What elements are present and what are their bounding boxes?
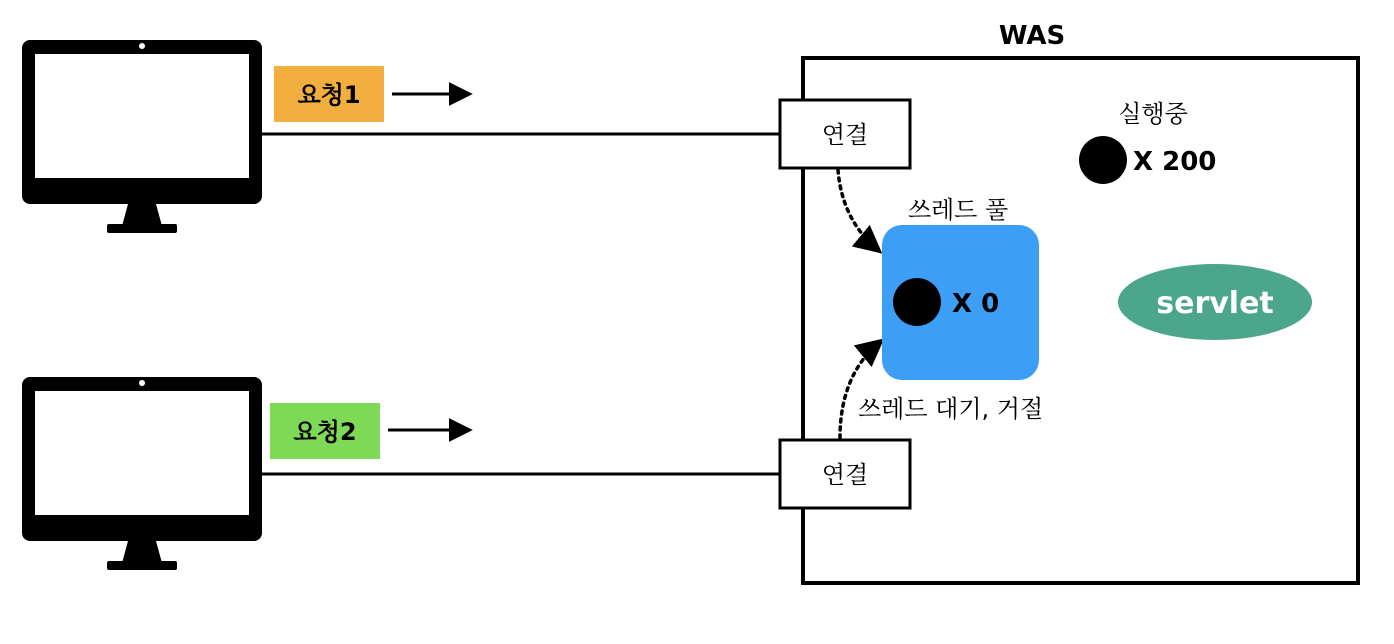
request-2-label: 요청2 bbox=[293, 418, 357, 446]
thread-pool-title: 쓰레드 풀 bbox=[907, 196, 1009, 224]
connection-2-label: 연결 bbox=[821, 461, 869, 489]
was-title: WAS bbox=[998, 21, 1066, 51]
request-1-label: 요청1 bbox=[297, 81, 361, 109]
connection-1-label: 연결 bbox=[821, 121, 869, 149]
running-thread-dot bbox=[1079, 136, 1127, 184]
client-computer-1 bbox=[22, 40, 262, 233]
thread-pool-count: X 0 bbox=[952, 289, 1000, 319]
running-title: 실행중 bbox=[1118, 100, 1188, 128]
servlet-label: servlet bbox=[1156, 286, 1274, 321]
running-count: X 200 bbox=[1133, 147, 1217, 177]
thread-wait-reject-label: 쓰레드 대기, 거절 bbox=[858, 395, 1044, 423]
client-computer-2 bbox=[22, 377, 262, 570]
thread-dot bbox=[893, 278, 941, 326]
